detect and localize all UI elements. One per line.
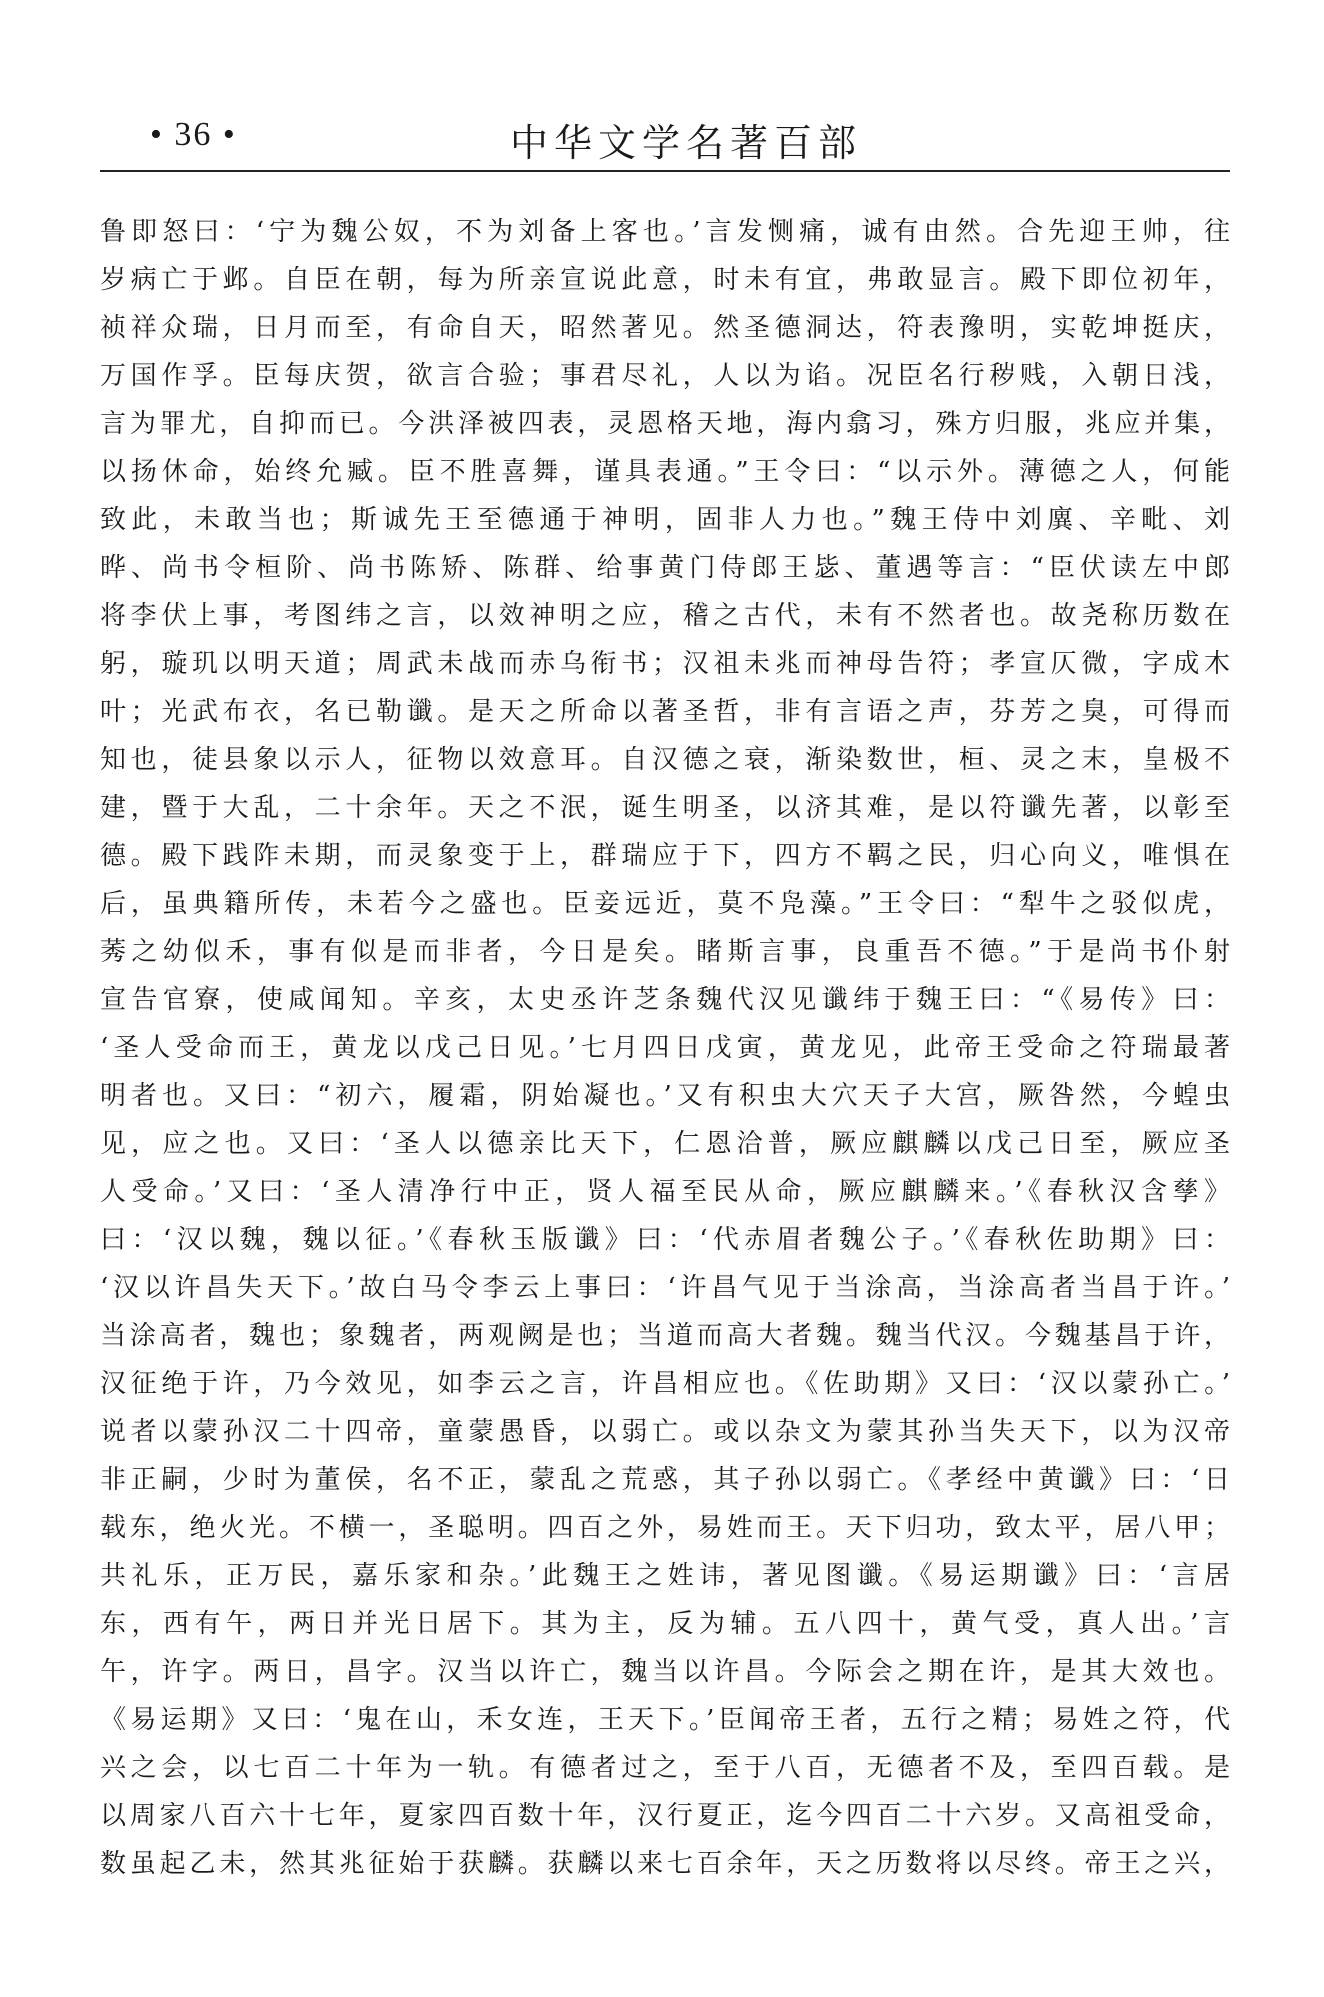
text-line: 宣告官寮，使咸闻知。辛亥，太史丞许芝条魏代汉见谶纬于魏王曰：“《易传》曰：	[100, 985, 1230, 1015]
text-line: 叶；光武布衣，名已勒谶。是天之所命以著圣哲，非有言语之声，芬芳之臭，可得而	[100, 697, 1230, 727]
text-line: 兴之会，以七百二十年为一轨。有德者过之，至于八百，无德者不及，至四百载。是	[100, 1753, 1230, 1783]
text-line: 非正嗣，少时为董侯，名不正，蒙乱之荒惑，其子孙以弱亡。《孝经中黄谶》曰：‘日	[100, 1465, 1230, 1495]
text-line: 躬，璇玑以明天道；周武未战而赤乌衔书；汉祖未兆而神母告符；孝宣仄微，字成木	[100, 649, 1230, 679]
text-line: ‘汉以许昌失天下。’故白马令李云上事曰：‘许昌气见于当涂高，当涂高者当昌于许。’	[100, 1273, 1230, 1303]
text-line: 岁病亡于邺。自臣在朝，每为所亲宣说此意，时未有宜，弗敢显言。殿下即位初年，	[100, 265, 1230, 295]
text-line: 建，暨于大乱，二十余年。天之不泯，诞生明圣，以济其难，是以符谶先著，以彰至	[100, 793, 1230, 823]
text-line: 曰：‘汉以魏，魏以征。’《春秋玉版谶》曰：‘代赤眉者魏公子。’《春秋佐助期》曰：	[100, 1225, 1230, 1255]
body-text	[100, 208, 1230, 1888]
text-line: 见，应之也。又曰：‘圣人以德亲比天下，仁恩洽普，厥应麒麟以戊己日至，厥应圣	[100, 1129, 1230, 1159]
text-line: 东，西有午，两日并光日居下。其为主，反为辅。五八四十，黄气受，真人出。’言	[100, 1609, 1230, 1639]
text-line: 数虽起乙未，然其兆征始于获麟。获麟以来七百余年，天之历数将以尽终。帝王之兴，	[100, 1849, 1230, 1879]
text-line: 共礼乐，正万民，嘉乐家和杂。’此魏王之姓讳，著见图谶。《易运期谶》曰：‘言居	[100, 1561, 1230, 1591]
text-line: 鲁即怒曰：‘宁为魏公奴，不为刘备上客也。’言发恻痛，诚有由然。合先迎王帅，往	[100, 217, 1230, 247]
text-line: 祯祥众瑞，日月而至，有命自天，昭然著见。然圣德洞达，符表豫明，实乾坤挺庆，	[100, 313, 1230, 343]
text-line: 德。殿下践阼未期，而灵象变于上，群瑞应于下，四方不羁之民，归心向义，唯惧在	[100, 841, 1230, 871]
text-line: 说者以蒙孙汉二十四帝，童蒙愚昏，以弱亡。或以杂文为蒙其孙当失天下，以为汉帝	[100, 1417, 1230, 1447]
text-line: 明者也。又曰：“初六，履霜，阴始凝也。’又有积虫大穴天子大宫，厥咎然，今蝗虫	[100, 1081, 1230, 1111]
text-line: 载东，绝火光。不横一，圣聪明。四百之外，易姓而王。天下归功，致太平，居八甲；	[100, 1513, 1230, 1543]
page-number: • 36 •	[150, 116, 237, 153]
text-line: 人受命。’又曰：‘圣人清净行中正，贤人福至民从命，厥应麒麟来。’《春秋汉含孳》	[100, 1177, 1230, 1207]
text-line: 知也，徒县象以示人，征物以效意耳。自汉德之衰，渐染数世，桓、灵之末，皇极不	[100, 745, 1230, 775]
text-line: ‘圣人受命而王，黄龙以戊己日见。’七月四日戊寅，黄龙见，此帝王受命之符瑞最著	[100, 1033, 1230, 1063]
text-line: 午，许字。两日，昌字。汉当以许亡，魏当以许昌。今际会之期在许，是其大效也。	[100, 1657, 1230, 1687]
text-line: 《易运期》又曰：‘鬼在山，禾女连，王天下。’臣闻帝王者，五行之精；易姓之符，代	[100, 1705, 1230, 1735]
text-line: 后，虽典籍所传，未若今之盛也。臣妾远近，莫不凫藻。”王令曰：“犁牛之驳似虎，	[100, 889, 1230, 919]
book-title: 中华文学名著百部	[510, 121, 863, 165]
text-line: 言为罪尤，自抑而已。今洪泽被四表，灵恩格天地，海内翕习，殊方归服，兆应并集，	[100, 409, 1230, 439]
text-line: 万国作孚。臣每庆贺，欲言合验；事君尽礼，人以为谄。况臣名行秽贱，入朝日浅，	[100, 361, 1230, 391]
text-line: 当涂高者，魏也；象魏者，两观阙是也；当道而高大者魏。魏当代汉。今魏基昌于许，	[100, 1321, 1230, 1351]
header-rule	[100, 170, 1230, 172]
text-line: 晔、尚书令桓阶、尚书陈矫、陈群、给事黄门侍郎王毖、董遇等言：“臣伏读左中郎	[100, 553, 1230, 583]
text-line: 以扬休命，始终允臧。臣不胜喜舞，谨具表通。”王令曰：“以示外。薄德之人，何能	[100, 457, 1230, 487]
text-line: 汉征绝于许，乃今效见，如李云之言，许昌相应也。《佐助期》又曰：‘汉以蒙孙亡。’	[100, 1369, 1230, 1399]
text-line: 致此，未敢当也；斯诚先王至德通于神明，固非人力也。”魏王侍中刘廙、辛毗、刘	[100, 505, 1230, 535]
page-header	[100, 108, 1230, 172]
text-line: 莠之幼似禾，事有似是而非者，今日是矣。睹斯言事，良重吾不德。”于是尚书仆射	[100, 937, 1230, 967]
text-line: 以周家八百六十七年，夏家四百数十年，汉行夏正，迄今四百二十六岁。又高祖受命，	[100, 1801, 1230, 1831]
text-line: 将李伏上事，考图纬之言，以效神明之应，稽之古代，未有不然者也。故尧称历数在	[100, 601, 1230, 631]
